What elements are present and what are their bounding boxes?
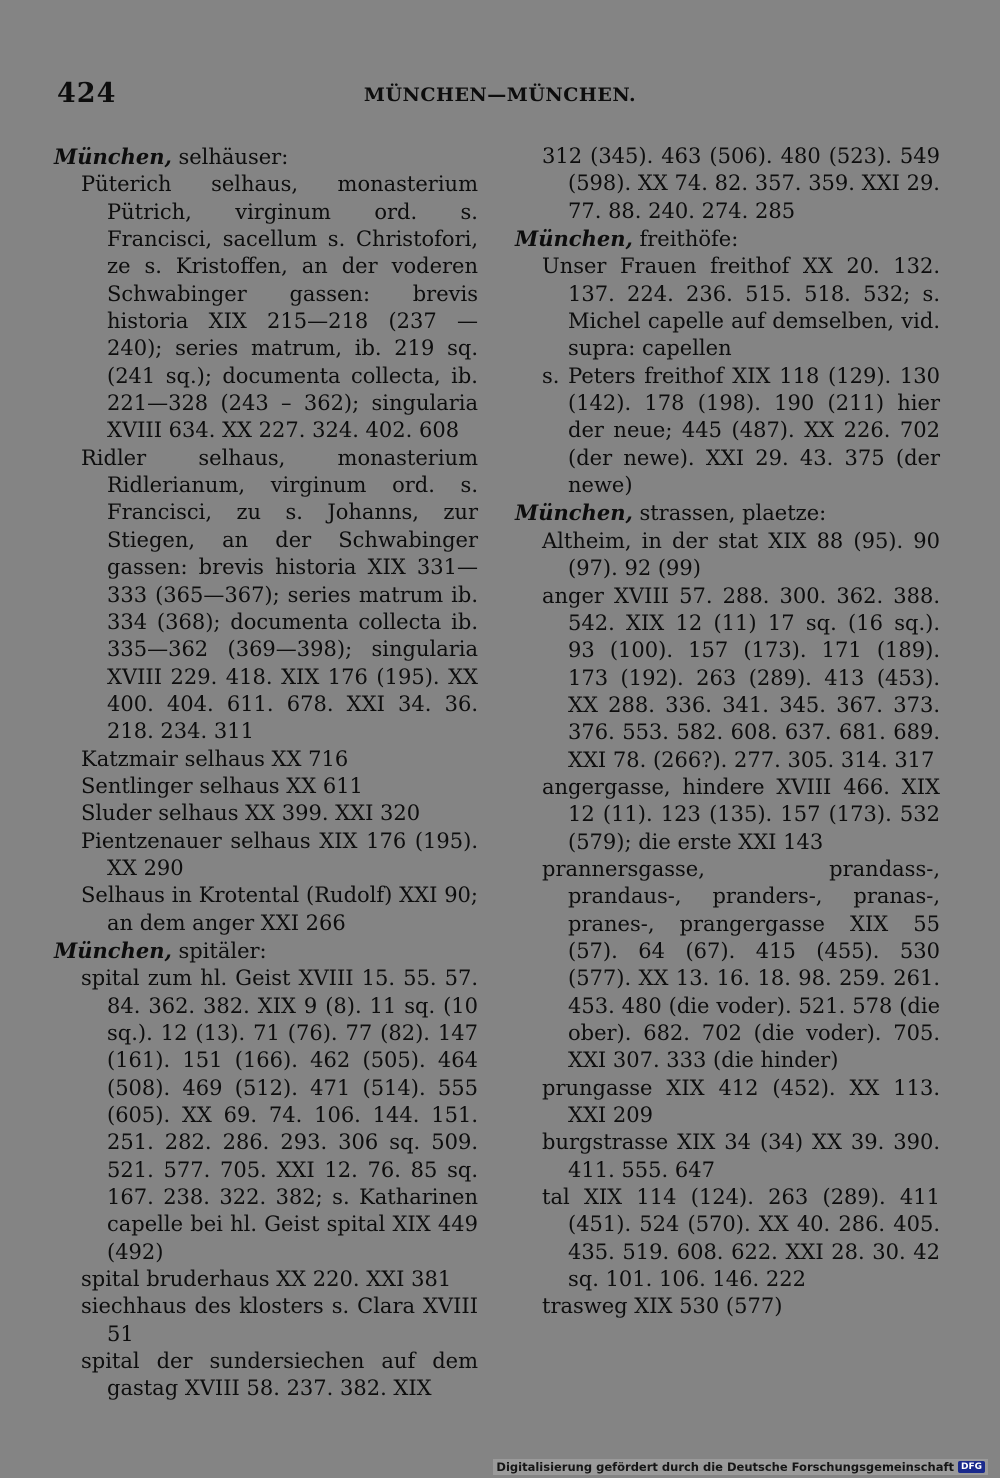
digitization-footer	[493, 1459, 988, 1475]
entry-text: angergasse, hindere XVIII 466. XIX 12 (11). 123 (135). 157 (173). 532 (579); die erste XXI 143	[542, 774, 940, 854]
index-heading-lemma: München,	[54, 144, 172, 169]
index-entry	[54, 445, 478, 746]
entry-text: trasweg XIX 530 (577)	[542, 1294, 783, 1319]
index-entry	[54, 773, 478, 800]
index-entry	[54, 1266, 478, 1293]
entry-text: anger XVIII 57. 288. 300. 362. 388. 542. XIX 12 (11) 17 sq. (16 sq.). 93 (100). 157 (173). 171 (189). 173 (192). 263 (289). 413 (453). XX 288. 336. 341. 345. 367. 373. 376. 553. 582. 608. 637. 681. 689. XXI 78. (266?). 277. 305. 314. 317	[542, 583, 940, 772]
entry-text: selhäuser:	[171, 145, 289, 169]
dfg-logo: DFG	[958, 1461, 985, 1473]
entry-text: burgstrasse XIX 34 (34) XX 39. 390. 411. 555. 647	[542, 1130, 940, 1182]
right-column	[515, 143, 940, 1321]
index-entry	[515, 774, 940, 856]
index-entry	[54, 965, 478, 1266]
entry-text: Katzmair selhaus XX 716	[81, 746, 349, 771]
entry-text: Ridler selhaus, monasterium Ridlerianum, virginum ord. s. Francisci, zu s. Johanns, zur Stiegen, an der Schwabinger gassen: brevis historia XIX 331—333 (365—367); series matrum ib. 334 (368); documenta collecta ib. 335—362 (369—398); singularia XVIII 229. 418. XIX 176 (195). XX 400. 404. 611. 678. XXI 34. 36. 218. 234. 311	[81, 445, 478, 744]
entry-text: s. Peters freithof XIX 118 (129). 130 (142). 178 (198). 190 (211) hier der neue; 445 (487). XX 226. 702 (der newe). XXI 29. 43. 375 (der newe)	[542, 363, 940, 498]
entry-text: strassen, plaetze:	[632, 501, 827, 526]
entry-text: Selhaus in Krotental (Rudolf) XXI 90; an dem anger XXI 266	[81, 883, 478, 935]
index-heading	[515, 225, 940, 253]
entry-text: 312 (345). 463 (506). 480 (523). 549 (598). XX 74. 82. 357. 359. XXI 29. 77. 88. 240. 274. 285	[542, 144, 940, 223]
left-column	[54, 143, 478, 1403]
entry-text: spital der sundersiechen auf dem gastag XVIII 58. 237. 382. XIX	[81, 1349, 478, 1401]
index-heading-lemma: München,	[515, 226, 633, 252]
index-entry	[515, 143, 940, 225]
index-heading	[54, 143, 478, 171]
running-head: MÜNCHEN—MÜNCHEN.	[363, 84, 637, 106]
entry-text: spital bruderhaus XX 220. XXI 381	[81, 1267, 452, 1292]
entry-text: Unser Frauen freithof XX 20. 132. 137. 224. 236. 515. 518. 532; s. Michel capelle auf demselben, vid. supra: capellen	[542, 254, 940, 361]
index-heading	[54, 937, 478, 965]
index-heading-lemma: München,	[515, 500, 633, 526]
index-heading	[515, 499, 940, 527]
index-entry	[515, 583, 940, 774]
index-entry	[54, 746, 478, 773]
entry-text: spitäler:	[171, 938, 267, 963]
index-entry	[515, 1075, 940, 1130]
page-number: 424	[57, 78, 117, 109]
entry-text: Altheim, in der stat XIX 88 (95). 90 (97). 92 (99)	[542, 528, 940, 581]
entry-text: prungasse XIX 412 (452). XX 113. XXI 209	[542, 1075, 940, 1128]
index-entry	[54, 171, 478, 444]
entry-text: spital zum hl. Geist XVIII 15. 55. 57. 84. 362. 382. XIX 9 (8). 11 sq. (10 sq.). 12 (13). 71 (76). 77 (82). 147 (161). 151 (166). 462 (505). 464 (508). 469 (512). 471 (514). 555 (605). XX 69. 74. 106. 144. 151. 251. 282. 286. 293. 306 sq. 509. 521. 577. 705. XXI 12. 76. 85 sq. 167. 238. 322. 382; s. Katharinen capelle bei hl. Geist spital XIX 449 (492)	[81, 966, 478, 1264]
index-entry	[515, 253, 940, 362]
index-entry	[515, 1184, 940, 1293]
index-entry	[54, 1348, 478, 1403]
index-entry	[54, 1293, 478, 1348]
index-entry	[515, 1293, 940, 1320]
index-entry	[515, 363, 940, 500]
entry-text: Püterich selhaus, monasterium Pütrich, virginum ord. s. Francisci, sacellum s. Christofori, ze s. Kristoffen, an der voderen Schwabinger gassen: brevis historia XIX 215—218 (237 — 240); series matrum, ib. 219 sq. (241 sq.); documenta collecta, ib. 221—328 (243 – 362); singularia XVIII 634. XX 227. 324. 402. 608	[81, 172, 478, 443]
entry-text: tal XIX 114 (124). 263 (289). 411 (451). 524 (570). XX 40. 286. 405. 435. 519. 608. 622. XXI 28. 30. 42 sq. 101. 106. 146. 222	[542, 1185, 940, 1292]
entry-text: Sluder selhaus XX 399. XXI 320	[81, 801, 421, 826]
entry-text: prannersgasse, prandass-, prandaus-, pranders-, pranas-, pranes-, prangergasse XIX 55 (57). 64 (67). 415 (455). 530 (577). XX 13. 16. 18. 98. 259. 261. 453. 480 (die voder). 521. 578 (die ober). 682. 702 (die voder). 705. XXI 307. 333 (die hinder)	[542, 856, 940, 1073]
footer-text: Digitalisierung gefördert durch die Deutsche Forschungsgemeinschaft	[496, 1460, 954, 1474]
index-entry	[54, 882, 478, 937]
index-entry	[54, 828, 478, 883]
index-entry	[54, 800, 478, 827]
entry-text: siechhaus des klosters s. Clara XVIII 51	[81, 1294, 478, 1346]
index-entry	[515, 856, 940, 1075]
entry-text: Sentlinger selhaus XX 611	[81, 773, 363, 798]
index-entry	[515, 1129, 940, 1184]
entry-text: Pientzenauer selhaus XIX 176 (195). XX 290	[81, 828, 478, 880]
index-entry	[515, 528, 940, 583]
entry-text: freithöfe:	[632, 227, 739, 252]
index-heading-lemma: München,	[54, 937, 172, 963]
